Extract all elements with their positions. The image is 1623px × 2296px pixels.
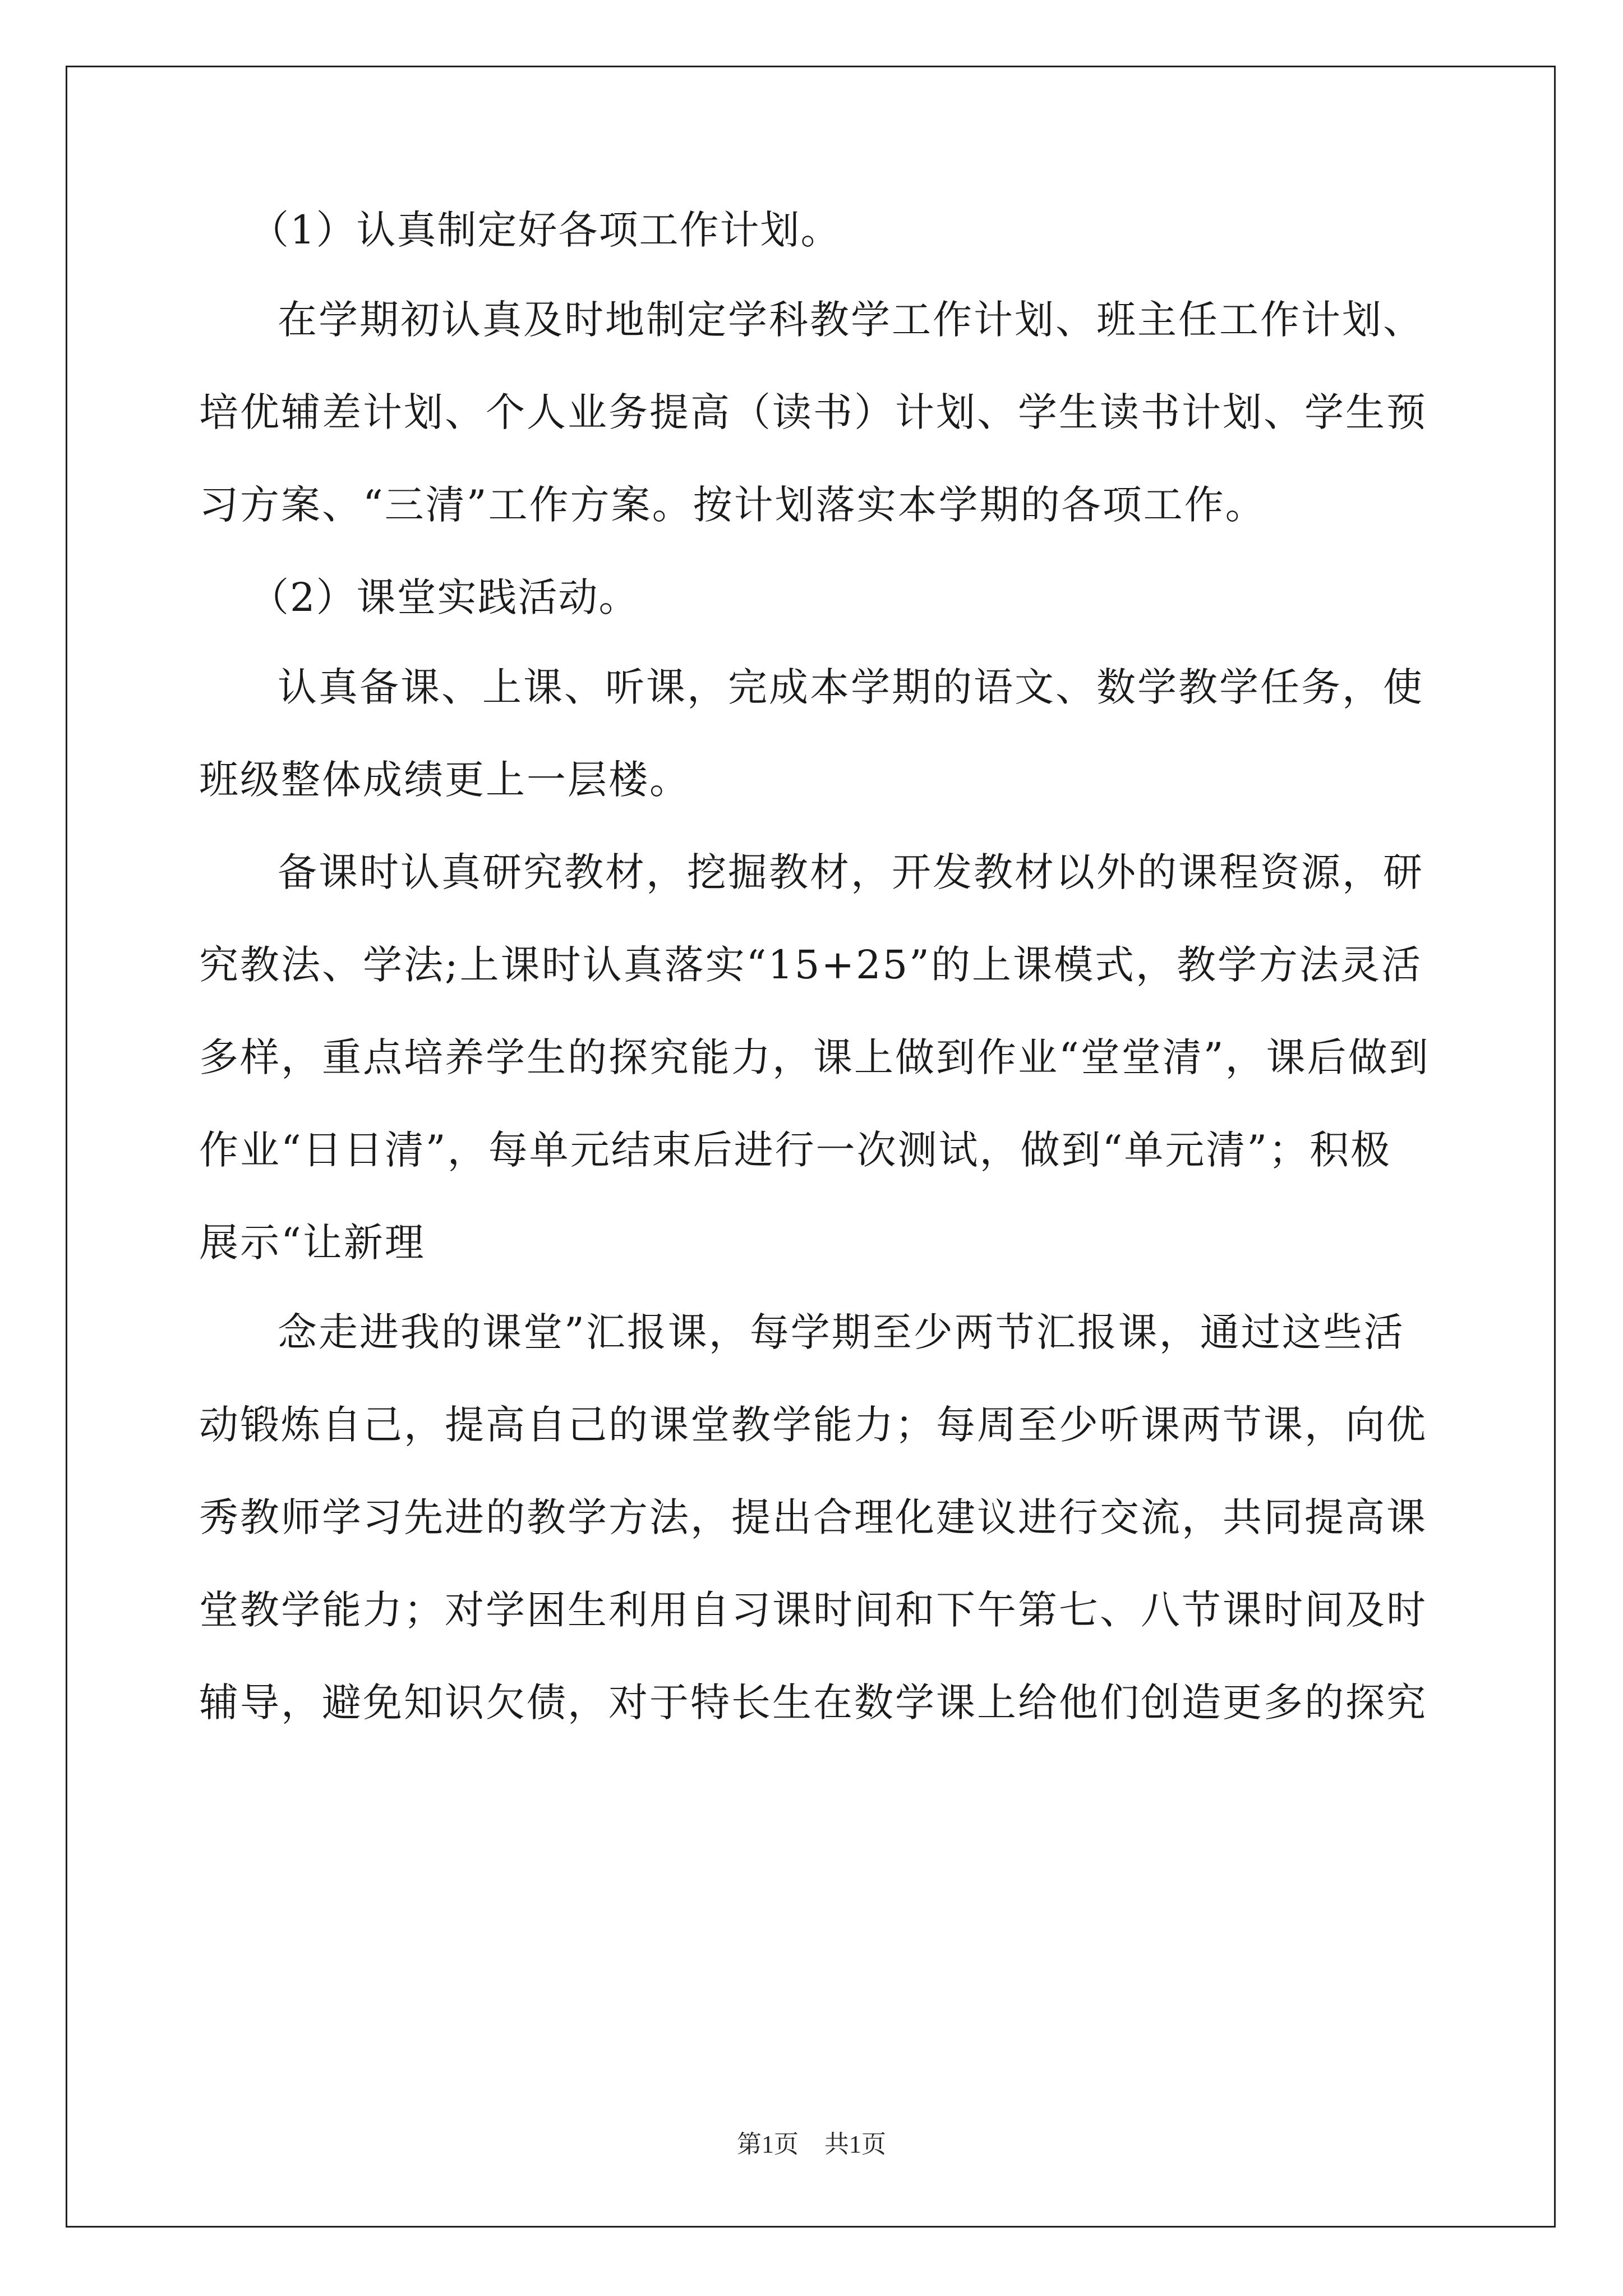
paragraph-line: 堂教学能力；对学困生利用自习课时间和下午第七、八节课时间及时 (199, 1587, 1427, 1633)
paragraph-line: 认真备课、上课、听课，完成本学期的语文、数学教学任务，使 (278, 664, 1424, 710)
paragraph-line: 培优辅差计划、个人业务提高（读书）计划、学生读书计划、学生预 (199, 389, 1427, 435)
heading-classroom-practice: （2）课堂实践活动。 (250, 574, 639, 620)
paragraph-line: 念走进我的课堂”汇报课，每学期至少两节汇报课，通过这些活 (278, 1309, 1405, 1355)
paragraph-line: 作业“日日清”，每单元结束后进行一次测试，做到“单元清”；积极 (199, 1127, 1392, 1173)
heading-work-plan: （1）认真制定好各项工作计划。 (250, 207, 841, 253)
paragraph-line: 备课时认真研究教材，挖掘教材，开发教材以外的课程资源，研 (278, 849, 1424, 895)
page-footer (0, 2129, 1623, 2160)
paragraph-line: 动锻炼自己，提高自己的课堂教学能力；每周至少听课两节课，向优 (199, 1402, 1427, 1448)
paragraph-line: 习方案、“三清”工作方案。按计划落实本学期的各项工作。 (199, 482, 1266, 528)
paragraph-line: 秀教师学习先进的教学方法，提出合理化建议进行交流，共同提高课 (199, 1494, 1427, 1540)
paragraph-line: 在学期初认真及时地制定学科教学工作计划、班主任工作计划、 (278, 297, 1424, 343)
page-number: 第1页 (737, 2131, 799, 2158)
paragraph-line: 多样，重点培养学生的探究能力，课上做到作业“堂堂清”，课后做到 (199, 1034, 1430, 1080)
paragraph-line: 展示“让新理 (199, 1220, 426, 1266)
paragraph-line: 究教法、学法;上课时认真落实“15+25”的上课模式，教学方法灵活 (199, 942, 1422, 988)
page-total: 共1页 (824, 2131, 886, 2158)
paragraph-line: 班级整体成绩更上一层楼。 (199, 757, 690, 803)
paragraph-line: 辅导，避免知识欠债，对于特长生在数学课上给他们创造更多的探究 (199, 1680, 1427, 1726)
